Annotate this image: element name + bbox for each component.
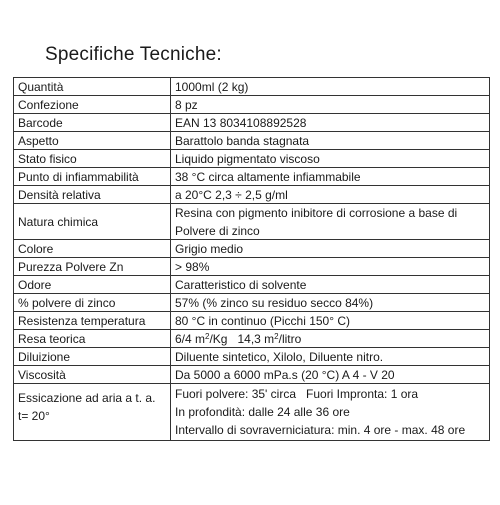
spec-label: Stato fisico xyxy=(14,150,171,168)
table-row xyxy=(14,294,490,312)
spec-label: Quantità xyxy=(14,78,171,96)
table-row xyxy=(14,114,490,132)
table-row xyxy=(14,258,490,276)
spec-label: % polvere di zinco xyxy=(14,294,171,312)
spec-value-part: 6/4 m xyxy=(175,331,206,346)
spec-label: Diluizione xyxy=(14,348,171,366)
spec-label: Punto di infiammabilità xyxy=(14,168,171,186)
spec-label: Aspetto xyxy=(14,132,171,150)
spec-value-line: Intervallo di sovraverniciatura: min. 4 ore - max. 48 ore xyxy=(175,423,466,437)
spec-value: Liquido pigmentato viscoso xyxy=(171,150,490,168)
spec-value: Da 5000 a 6000 mPa.s (20 °C) A 4 - V 20 xyxy=(171,366,490,384)
superscript: 2 xyxy=(205,331,210,341)
spec-value-line: Polvere di zinco xyxy=(175,223,260,238)
spec-value: 80 °C in continuo (Picchi 150° C) xyxy=(171,312,490,330)
spec-label: Purezza Polvere Zn xyxy=(14,258,171,276)
table-row xyxy=(14,276,490,294)
table-row xyxy=(14,240,490,258)
table-row xyxy=(14,312,490,330)
spec-value: 57% (% zinco su residuo secco 84%) xyxy=(171,294,490,312)
spec-value xyxy=(171,330,490,348)
spec-value-part: /Kg 14,3 m xyxy=(209,331,275,346)
spec-label: Essicazione ad aria a t. a. t= 20° xyxy=(14,384,171,441)
spec-value: Diluente sintetico, Xilolo, Diluente nitro. xyxy=(171,348,490,366)
table-row xyxy=(14,330,490,348)
spec-label: Odore xyxy=(14,276,171,294)
spec-value: 8 pz xyxy=(171,96,490,114)
table-row xyxy=(14,168,490,186)
table-row xyxy=(14,384,490,441)
table-row xyxy=(14,96,490,114)
table-row xyxy=(14,186,490,204)
spec-label: Confezione xyxy=(14,96,171,114)
table-row xyxy=(14,348,490,366)
specifications-table xyxy=(13,77,490,441)
table-row xyxy=(14,150,490,168)
spec-value: a 20°C 2,3 ÷ 2,5 g/ml xyxy=(171,186,490,204)
table-row xyxy=(14,132,490,150)
superscript: 2 xyxy=(274,331,279,341)
spec-value: Barattolo banda stagnata xyxy=(171,132,490,150)
spec-label: Barcode xyxy=(14,114,171,132)
spec-value xyxy=(171,384,490,441)
table-row xyxy=(14,366,490,384)
spec-value: 1000ml (2 kg) xyxy=(171,78,490,96)
spec-value-line: Fuori polvere: 35' circa Fuori Impronta: 1 ora xyxy=(175,387,419,401)
spec-label: Colore xyxy=(14,240,171,258)
spec-label: Densità relativa xyxy=(14,186,171,204)
spec-value-line: Resina con pigmento inibitore di corrosione a base di xyxy=(175,205,458,220)
spec-value: 38 °C circa altamente infiammabile xyxy=(171,168,490,186)
spec-value-line: In profondità: dalle 24 alle 36 ore xyxy=(175,405,350,419)
spec-label: Viscosità xyxy=(14,366,171,384)
table-row xyxy=(14,204,490,240)
spec-value-part: /litro xyxy=(278,331,302,346)
page-title: Specifiche Tecniche: xyxy=(45,44,222,65)
spec-value: Grigio medio xyxy=(171,240,490,258)
spec-label: Natura chimica xyxy=(14,204,171,240)
spec-value xyxy=(171,204,490,240)
spec-value: EAN 13 8034108892528 xyxy=(171,114,490,132)
spec-value: Caratteristico di solvente xyxy=(171,276,490,294)
spec-label: Resa teorica xyxy=(14,330,171,348)
spec-value: > 98% xyxy=(171,258,490,276)
table-row xyxy=(14,78,490,96)
spec-label: Resistenza temperatura xyxy=(14,312,171,330)
